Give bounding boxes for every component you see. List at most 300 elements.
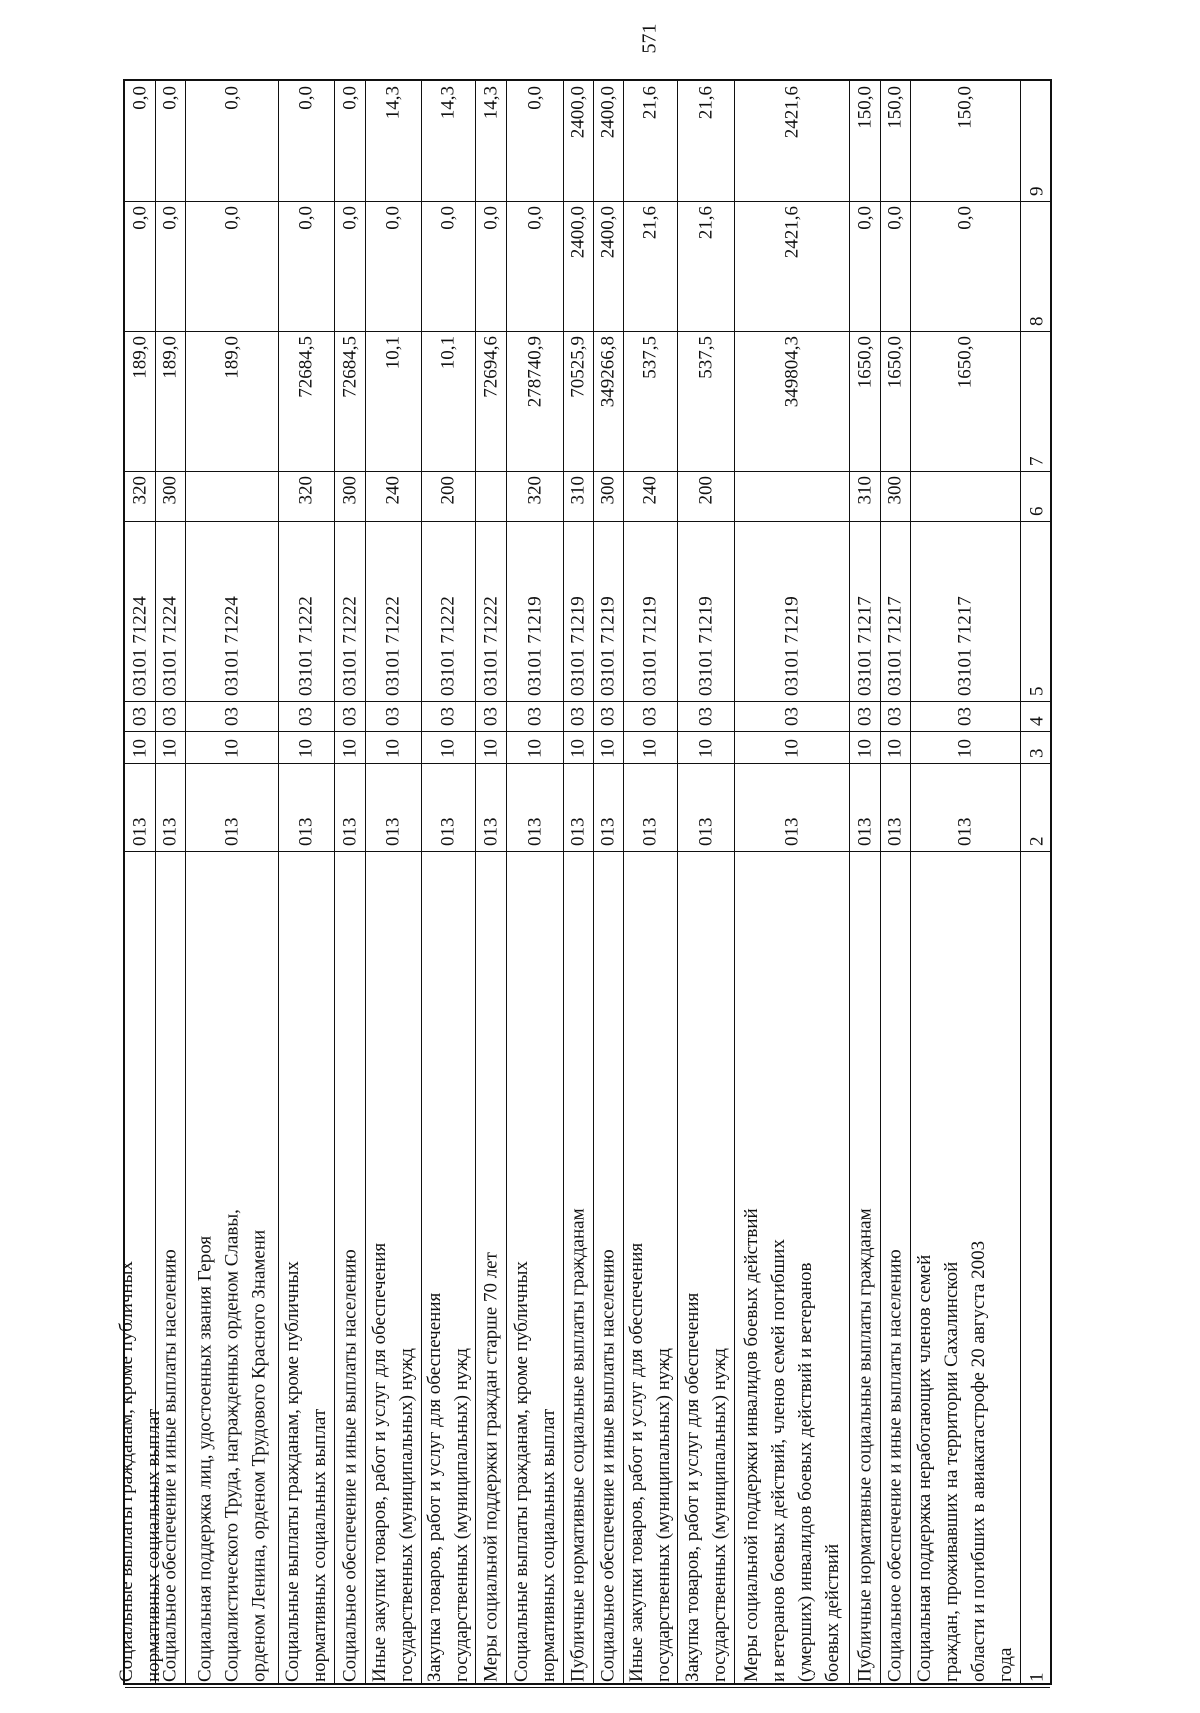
table-cell-text: 72694,6 — [480, 336, 501, 398]
table-cell — [125, 521, 155, 701]
table-cell-text: 320 — [295, 476, 317, 505]
table-cell-text: 03 — [339, 707, 360, 726]
table-cell-text: 1650,0 — [954, 336, 976, 389]
row-label-text: Меры социальной поддержки инвалидов боевых действий и ветеранов боевых действий, членов семей погибших (умерших) инвалидов боевых действий и ветеранов боевых действий — [740, 1208, 843, 1682]
table-cell — [734, 763, 849, 851]
table-cell — [734, 201, 849, 331]
table-cell — [593, 763, 623, 851]
table-cell — [880, 201, 910, 331]
row-label — [475, 851, 506, 1687]
table-cell — [421, 521, 475, 701]
table-cell-text: 03 — [221, 707, 242, 726]
table-cell-text: 10,1 — [437, 336, 459, 370]
table-cell-text: 2400,0 — [597, 86, 619, 139]
table-cell-text: 349804,3 — [781, 336, 802, 408]
table-cell — [155, 201, 185, 331]
row-label-text: Социальные выплаты гражданам, кроме публичных нормативных социальных выплат — [282, 1261, 330, 1682]
table-cell — [185, 81, 278, 201]
table-cell — [155, 763, 185, 851]
table-cell-text: 10 — [884, 739, 906, 758]
row-label-text: Меры социальной поддержки граждан старше 70 лет — [480, 1252, 501, 1682]
table-cell-text: 0,0 — [382, 206, 404, 230]
table-cell-text: 10 — [437, 739, 459, 758]
table-cell — [563, 731, 593, 763]
table-cell — [849, 331, 880, 471]
table-cell-text: 013 — [954, 817, 976, 846]
row-label-text: Иные закупки товаров, работ и услуг для обеспечения государственных (муниципальных) нужд — [626, 1242, 674, 1682]
table-cell — [910, 331, 1020, 471]
table-cell — [563, 81, 593, 201]
table-cell-text: 300 — [597, 476, 619, 505]
table-cell-text: 10 — [524, 739, 545, 758]
table-cell-text: 03101 71224 — [159, 596, 181, 696]
row-label-text: Социальная поддержка неработающих членов семей граждан, проживавших на территории Сахалинской области и погибших в авиакатастрофе 20 августа 2003 года — [914, 1240, 1016, 1682]
table-cell-text: 189,0 — [221, 336, 242, 379]
table-cell — [278, 81, 334, 201]
table-cell — [677, 521, 734, 701]
table-cell-text: 013 — [295, 817, 317, 846]
table-cell-text: 200 — [437, 476, 459, 505]
table-cell — [677, 201, 734, 331]
table-cell-text: 03101 71217 — [954, 596, 976, 696]
row-label — [278, 851, 334, 1687]
row-label — [734, 851, 849, 1687]
table-cell-text: 03 — [295, 707, 317, 726]
row-label-text: Закупка товаров, работ и услуг для обеспечения государственных (муниципальных) нужд — [424, 1292, 472, 1682]
table-cell — [475, 731, 506, 763]
row-label-text: Социальные выплаты гражданам, кроме публичных нормативных социальных выплат — [510, 1261, 559, 1682]
row-label — [116, 851, 164, 1687]
table-cell-text: 2421,6 — [781, 206, 802, 259]
table-cell-text: 14,3 — [382, 86, 404, 120]
table-cell — [849, 201, 880, 331]
table-cell-text: 72684,5 — [339, 336, 360, 398]
column-header — [1020, 763, 1054, 851]
table-cell — [334, 81, 365, 201]
table-cell — [365, 701, 421, 731]
table-cell-text: 1650,0 — [884, 336, 906, 389]
table-cell-text: 320 — [129, 476, 151, 505]
table-cell-text: 189,0 — [159, 336, 181, 379]
row-label — [593, 851, 623, 1687]
table-cell-text: 03 — [159, 707, 181, 726]
table-cell-text: 03 — [382, 707, 404, 726]
table-cell — [849, 81, 880, 201]
table-cell — [185, 201, 278, 331]
table-cell-text: 03 — [480, 707, 501, 726]
table-cell — [421, 201, 475, 331]
table-cell — [125, 701, 155, 731]
table-cell — [278, 731, 334, 763]
table-cell-text: 2400,0 — [567, 86, 589, 139]
table-cell — [880, 81, 910, 201]
table-cell-text: 0,0 — [295, 206, 317, 230]
table-cell-text: 03 — [437, 707, 459, 726]
table-cell-text: 310 — [854, 476, 875, 505]
table-cell-text: 013 — [597, 817, 619, 846]
table-cell-text: 240 — [639, 476, 661, 505]
table-cell — [677, 701, 734, 731]
table-cell — [563, 763, 593, 851]
table-cell-text: 03101 71219 — [781, 596, 802, 696]
table-cell — [475, 201, 506, 331]
row-label-text: Социальное обеспечение и иные выплаты населению — [884, 1249, 906, 1682]
table-cell — [563, 201, 593, 331]
column-header — [1020, 731, 1054, 763]
table-cell — [880, 331, 910, 471]
table-cell — [593, 331, 623, 471]
table-cell — [623, 81, 677, 201]
table-cell-text: 0,0 — [524, 86, 545, 110]
table-cell-text: 21,6 — [639, 206, 661, 240]
table-cell — [623, 331, 677, 471]
table-cell-text: 03 — [884, 707, 906, 726]
table-cell-text: 03101 71219 — [695, 596, 716, 696]
row-label-text: Публичные нормативные социальные выплаты гражданам — [854, 1208, 875, 1682]
table-cell-text: 10 — [339, 739, 360, 758]
table-cell — [278, 763, 334, 851]
table-cell-text: 03101 71217 — [884, 596, 906, 696]
table-cell-text: 03 — [639, 707, 661, 726]
column-divider — [125, 1687, 1050, 1688]
table-cell — [278, 471, 334, 521]
table-cell — [677, 81, 734, 201]
table-cell — [593, 731, 623, 763]
table-cell — [421, 731, 475, 763]
table-cell — [880, 471, 910, 521]
table-cell-text: 10 — [129, 739, 151, 758]
table-cell-text: 013 — [524, 817, 545, 846]
table-cell-text: 21,6 — [695, 86, 716, 120]
table-cell — [880, 731, 910, 763]
table-cell-text: 013 — [639, 817, 661, 846]
table-cell — [910, 201, 1020, 331]
column-header — [1020, 81, 1054, 201]
table-cell-text: 10 — [597, 739, 619, 758]
row-label — [910, 851, 1020, 1687]
table-cell — [185, 731, 278, 763]
row-label — [506, 851, 563, 1687]
column-header-text: 8 — [1026, 316, 1048, 326]
table-cell — [334, 731, 365, 763]
table-cell-text: 278740,9 — [524, 336, 545, 408]
table-cell-text: 10 — [954, 739, 976, 758]
table-cell — [475, 763, 506, 851]
table-cell — [125, 763, 155, 851]
table-cell — [910, 521, 1020, 701]
table-cell — [185, 521, 278, 701]
table-cell — [278, 331, 334, 471]
table-cell-text: 0,0 — [159, 206, 181, 230]
column-header — [1020, 521, 1054, 701]
table-cell — [880, 521, 910, 701]
table-cell-text: 21,6 — [639, 86, 661, 120]
table-cell-text: 013 — [159, 817, 181, 846]
table-cell — [910, 701, 1020, 731]
table-cell — [563, 471, 593, 521]
table-cell — [155, 701, 185, 731]
table-cell-text: 03101 71222 — [480, 596, 501, 696]
table-cell-text: 013 — [129, 817, 151, 846]
table-cell — [421, 81, 475, 201]
table-cell-text: 2421,6 — [781, 86, 802, 139]
column-header-text: 6 — [1026, 506, 1048, 516]
table-cell — [677, 471, 734, 521]
table-cell — [155, 81, 185, 201]
table-cell — [593, 81, 623, 201]
row-label-text: Социальное обеспечение и иные выплаты населению — [339, 1249, 360, 1682]
table-cell-text: 320 — [524, 476, 545, 505]
table-cell-text: 10 — [695, 739, 716, 758]
column-header-text: 1 — [1026, 1672, 1048, 1682]
table-cell-text: 10 — [221, 739, 242, 758]
table-cell-text: 240 — [382, 476, 404, 505]
table-cell-text: 70525,9 — [567, 336, 589, 398]
table-cell — [734, 521, 849, 701]
table-cell-text: 03 — [854, 707, 875, 726]
table-cell-text: 013 — [884, 817, 906, 846]
table-cell-text: 10 — [382, 739, 404, 758]
table-cell-text: 537,5 — [695, 336, 716, 379]
row-label-text: Закупка товаров, работ и услуг для обеспечения государственных (муниципальных) нужд — [681, 1292, 730, 1682]
table-cell-text: 21,6 — [695, 206, 716, 240]
table-cell-text: 0,0 — [339, 86, 360, 110]
table-cell-text: 349266,8 — [597, 336, 619, 408]
table-cell-text: 03101 71224 — [129, 596, 151, 696]
table-cell — [910, 763, 1020, 851]
table-cell — [365, 201, 421, 331]
column-header — [1020, 331, 1054, 471]
table-cell-text: 300 — [339, 476, 360, 505]
table-cell — [849, 701, 880, 731]
table-cell — [623, 763, 677, 851]
table-cell — [677, 331, 734, 471]
table-cell — [125, 201, 155, 331]
table-cell — [849, 763, 880, 851]
table-cell-text: 013 — [382, 817, 404, 846]
row-label-text: Социальные выплаты гражданам, кроме публичных нормативных социальных выплат — [116, 1261, 164, 1682]
table-cell — [910, 731, 1020, 763]
table-cell — [334, 701, 365, 731]
table-cell — [623, 471, 677, 521]
table-cell — [880, 763, 910, 851]
table-cell-text: 14,3 — [437, 86, 459, 120]
table-cell-text: 03 — [781, 707, 802, 726]
table-cell-text: 14,3 — [480, 86, 501, 120]
table-cell — [421, 763, 475, 851]
table-cell-text: 03101 71222 — [339, 596, 360, 696]
table-cell-text: 10 — [567, 739, 589, 758]
table-cell — [155, 471, 185, 521]
table-cell — [506, 331, 563, 471]
table-cell-text: 189,0 — [129, 336, 151, 379]
table-cell-text: 10 — [639, 739, 661, 758]
table-cell — [365, 763, 421, 851]
table-cell — [334, 201, 365, 331]
table-cell — [365, 471, 421, 521]
table-cell — [880, 701, 910, 731]
table-cell — [593, 701, 623, 731]
table-cell-text: 0,0 — [884, 206, 906, 230]
table-cell — [563, 521, 593, 701]
table-cell — [734, 701, 849, 731]
table-cell-text: 10 — [480, 739, 501, 758]
table-cell — [278, 201, 334, 331]
row-label — [421, 851, 475, 1687]
table-cell-text: 03 — [567, 707, 589, 726]
table-cell-text: 10 — [781, 739, 802, 758]
table-cell — [623, 201, 677, 331]
table-cell — [506, 763, 563, 851]
table-cell — [421, 471, 475, 521]
table-cell — [506, 521, 563, 701]
table-cell — [334, 331, 365, 471]
column-header-text: 4 — [1026, 716, 1048, 726]
table-cell-text: 300 — [884, 476, 906, 505]
table-cell-text: 03 — [954, 707, 976, 726]
table-cell — [593, 201, 623, 331]
table-cell-text: 03101 71222 — [382, 596, 404, 696]
table-cell-text: 0,0 — [854, 206, 875, 230]
table-cell — [849, 731, 880, 763]
table-cell — [506, 471, 563, 521]
row-label-text: Публичные нормативные социальные выплаты гражданам — [567, 1208, 589, 1682]
row-label-text: Социальное обеспечение и иные выплаты населению — [597, 1249, 619, 1682]
table-cell-text: 013 — [695, 817, 716, 846]
table-cell-text: 013 — [437, 817, 459, 846]
table-cell — [506, 201, 563, 331]
table-cell — [677, 731, 734, 763]
table-cell-text: 150,0 — [884, 86, 906, 129]
column-header — [1020, 201, 1054, 331]
table-cell-text: 2400,0 — [597, 206, 619, 259]
table-cell — [185, 331, 278, 471]
table-cell — [278, 521, 334, 701]
row-label — [880, 851, 910, 1687]
table-cell — [155, 731, 185, 763]
row-label — [677, 851, 734, 1687]
table-cell-text: 0,0 — [129, 86, 151, 110]
table-cell-text: 0,0 — [221, 206, 242, 230]
table-cell-text: 03101 71222 — [295, 596, 317, 696]
table-cell-text: 150,0 — [854, 86, 875, 129]
page-number: 571 — [638, 23, 661, 53]
table-cell — [623, 521, 677, 701]
table-cell — [155, 331, 185, 471]
table-cell — [910, 81, 1020, 201]
table-cell-text: 03101 71224 — [221, 596, 242, 696]
table-cell-text: 0,0 — [954, 206, 976, 230]
table-cell-text: 537,5 — [639, 336, 661, 379]
table-cell-text: 2400,0 — [567, 206, 589, 259]
table-cell — [185, 763, 278, 851]
table-cell — [334, 521, 365, 701]
row-label — [849, 851, 880, 1687]
table-cell-text: 03101 71219 — [567, 596, 589, 696]
table-cell-text: 013 — [480, 817, 501, 846]
table-cell — [365, 521, 421, 701]
table-cell — [506, 731, 563, 763]
column-header-text: 3 — [1026, 748, 1048, 758]
table-cell — [506, 81, 563, 201]
table-cell — [155, 521, 185, 701]
row-label-text: Социальная поддержка лиц, удостоенных звания Героя Социалистического Труда, награжденных орденом Славы, орденом Ленина, орденом Трудового Красного Знамени — [194, 1209, 269, 1682]
table-cell-text: 0,0 — [437, 206, 459, 230]
table-cell — [623, 701, 677, 731]
budget-table — [116, 79, 1052, 1685]
table-cell-text: 03101 71219 — [639, 596, 661, 696]
table-cell — [563, 701, 593, 731]
table-cell-text: 310 — [567, 476, 589, 505]
table-cell — [734, 331, 849, 471]
table-cell-text: 013 — [854, 817, 875, 846]
row-label — [185, 851, 278, 1687]
table-cell-text: 200 — [695, 476, 716, 505]
column-header-text: 2 — [1026, 836, 1048, 846]
table-cell-text: 03 — [695, 707, 716, 726]
table-cell — [365, 731, 421, 763]
table-cell — [185, 701, 278, 731]
column-header — [1020, 851, 1054, 1687]
table-cell — [125, 81, 155, 201]
table-cell-text: 10 — [854, 739, 875, 758]
table-cell — [849, 521, 880, 701]
table-cell-text: 013 — [567, 817, 589, 846]
table-cell — [475, 81, 506, 201]
table-cell — [623, 731, 677, 763]
table-cell-text: 150,0 — [954, 86, 976, 129]
table-cell — [334, 471, 365, 521]
table-cell — [421, 701, 475, 731]
table-cell — [125, 471, 155, 521]
table-cell-text: 0,0 — [221, 86, 242, 110]
table-cell-text: 03 — [524, 707, 545, 726]
table-cell-text: 03101 71219 — [597, 596, 619, 696]
table-cell-text: 03101 71217 — [854, 596, 875, 696]
table-cell — [334, 763, 365, 851]
table-cell-text: 03 — [129, 707, 151, 726]
column-header — [1020, 701, 1054, 731]
row-label — [623, 851, 677, 1687]
table-cell — [365, 331, 421, 471]
row-label-text: Социальное обеспечение и иные выплаты населению — [159, 1249, 181, 1682]
table-cell-text: 0,0 — [480, 206, 501, 230]
row-label-text: Иные закупки товаров, работ и услуг для обеспечения государственных (муниципальных) нужд — [369, 1242, 417, 1682]
table-cell — [506, 701, 563, 731]
table-cell-text: 013 — [781, 817, 802, 846]
table-cell — [475, 701, 506, 731]
table-cell-text: 1650,0 — [854, 336, 875, 389]
row-label — [334, 851, 365, 1687]
table-cell-text: 10 — [159, 739, 181, 758]
column-header-text: 5 — [1026, 686, 1048, 696]
table-cell — [125, 331, 155, 471]
table-cell — [593, 521, 623, 701]
table-cell — [734, 81, 849, 201]
table-cell-text: 0,0 — [524, 206, 545, 230]
table-cell-text: 10 — [295, 739, 317, 758]
table-cell-text: 0,0 — [339, 206, 360, 230]
table-cell-text: 013 — [339, 817, 360, 846]
table-cell-text: 03101 71219 — [524, 596, 545, 696]
table-cell-text: 72684,5 — [295, 336, 317, 398]
table-cell — [563, 331, 593, 471]
table-cell — [421, 331, 475, 471]
table-cell-text: 03101 71222 — [437, 596, 459, 696]
table-cell-text: 03 — [597, 707, 619, 726]
table-cell — [365, 81, 421, 201]
table-cell — [849, 471, 880, 521]
